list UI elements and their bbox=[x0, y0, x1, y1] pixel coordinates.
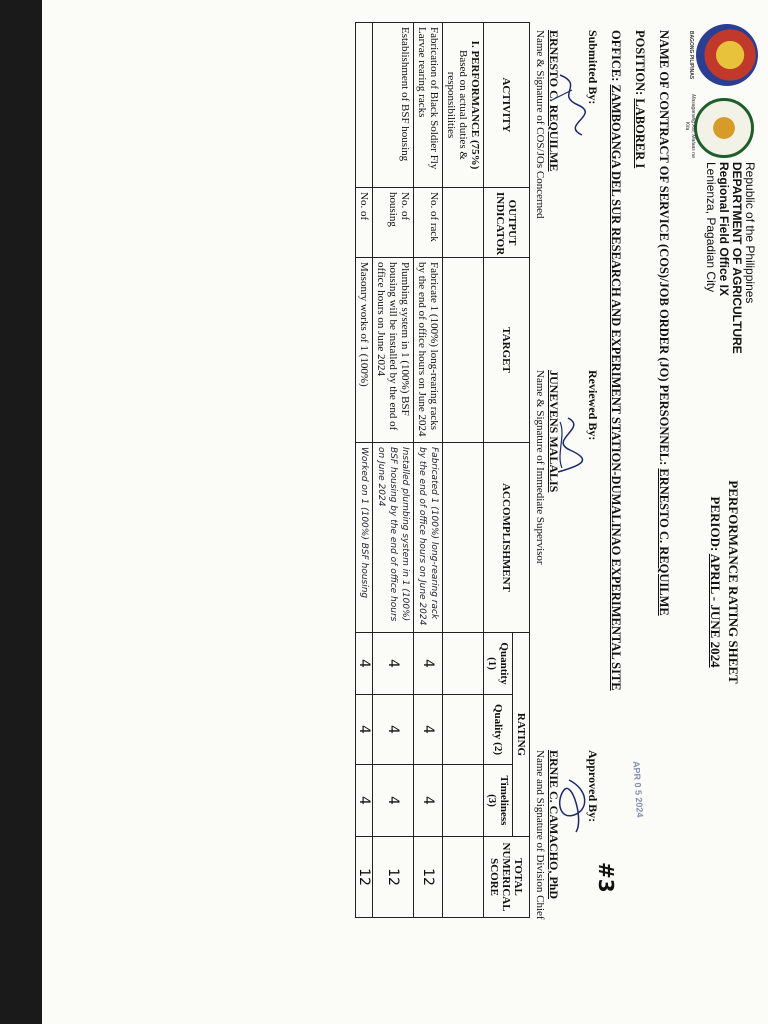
rating-header: RATING bbox=[513, 633, 530, 837]
quantity-cell: 4 bbox=[356, 633, 373, 695]
empty-cell bbox=[443, 695, 484, 765]
document-page bbox=[42, 0, 768, 1024]
output-cell: No. of housing bbox=[373, 188, 414, 258]
reviewed-caption: Name & Signature of Immediate Supervisor bbox=[534, 370, 546, 565]
logo-left-text: BAGONG PILIPINAS bbox=[688, 30, 694, 80]
table-row bbox=[356, 23, 373, 918]
approved-label: Approved By: bbox=[586, 750, 600, 823]
reviewed-label: Reviewed By: bbox=[586, 370, 600, 441]
submitted-label: Submitted By: bbox=[586, 30, 600, 105]
office-label: OFFICE: bbox=[609, 30, 623, 85]
empty-cell bbox=[443, 633, 484, 695]
submitted-signature bbox=[550, 70, 590, 140]
name-value: ERNESTO C. REQUILME bbox=[657, 468, 671, 616]
quality-cell: 4 bbox=[414, 695, 443, 765]
name-line bbox=[652, 30, 676, 691]
rating-table bbox=[355, 22, 530, 918]
output-header: OUTPUT INDICATOR bbox=[484, 188, 530, 258]
name-label: NAME OF CONTRACT OF SERVICE (COS)/JOB ORDER (JO) PERSONNEL: bbox=[657, 30, 671, 469]
accomplishment-header: ACCOMPLISHMENT bbox=[484, 443, 530, 633]
submitted-name: ERNESTO C. REQUILME bbox=[547, 30, 561, 172]
personnel-meta bbox=[604, 30, 676, 691]
handwritten-marker: #3 bbox=[594, 862, 618, 893]
empty-cell bbox=[443, 188, 484, 258]
quantity-cell: 4 bbox=[414, 633, 443, 695]
received-stamp: APR 0 5 2024 bbox=[631, 760, 646, 818]
empty-cell bbox=[443, 837, 484, 918]
total-cell: 12 bbox=[414, 837, 443, 918]
section-row bbox=[443, 23, 484, 918]
total-cell: 12 bbox=[356, 837, 373, 918]
period-value: APRIL - JUNE 2024 bbox=[708, 553, 723, 668]
reviewed-signature bbox=[548, 410, 588, 480]
activity-header: ACTIVITY bbox=[484, 23, 530, 188]
total-cell: 12 bbox=[373, 837, 414, 918]
quantity-header: Quantity (1) bbox=[484, 633, 513, 695]
bagong-pilipinas-logo bbox=[696, 24, 758, 86]
section-title: I. PERFORMANCE (75%) bbox=[469, 40, 481, 170]
department-agriculture-seal bbox=[694, 98, 754, 158]
target-header: TARGET bbox=[484, 258, 530, 443]
approved-caption: Name and Signature of Division Chief bbox=[534, 750, 546, 920]
position-value: LABORER I bbox=[633, 98, 647, 169]
timeliness-cell: 4 bbox=[356, 765, 373, 837]
sheet-title: PERFORMANCE RATING SHEET bbox=[726, 480, 741, 684]
output-cell: No. of bbox=[356, 188, 373, 258]
location-line: Lenienza, Pagadian City bbox=[704, 162, 718, 293]
target-cell: Fabricate 1 (100%) long-rearing racks by the end of office hours on June 2024 bbox=[414, 258, 443, 443]
logo-right-text: Masaganang Ani, Mataas na Kita bbox=[684, 94, 696, 158]
timeliness-cell: 4 bbox=[414, 765, 443, 837]
quality-header: Quality (2) bbox=[484, 695, 513, 765]
accomplishment-cell: Fabricated 1 (100%) long-rearing rack by the end of office hours on June 2024 bbox=[414, 443, 443, 633]
empty-cell bbox=[443, 258, 484, 443]
timeliness-header: Timeliness (3) bbox=[484, 765, 513, 837]
logo-group bbox=[678, 24, 758, 164]
target-cell: Plumbing system in 1 (100%) BSF housing will be installed by the end of office hours on June 2024 bbox=[373, 258, 414, 443]
quality-cell: 4 bbox=[356, 695, 373, 765]
accomplishment-cell: Installed plumbing system in 1 (100%) BSF housing by the end of office hours on June 2024 bbox=[373, 443, 414, 633]
table-row bbox=[414, 23, 443, 918]
total-header: TOTAL NUMERICAL SCORE bbox=[484, 837, 530, 918]
position-label: POSITION: bbox=[633, 30, 647, 99]
table-row bbox=[373, 23, 414, 918]
section-cell bbox=[443, 23, 484, 188]
empty-cell bbox=[443, 443, 484, 633]
signatory-row bbox=[534, 30, 600, 1000]
submitted-caption: Name & Signature of COS/JOs Concerned bbox=[534, 30, 546, 219]
office-line-meta bbox=[604, 30, 628, 691]
quantity-cell: 4 bbox=[373, 633, 414, 695]
activity-cell: Fabrication of Black Soldier Fly Larvae rearing racks bbox=[414, 23, 443, 188]
activity-cell: Establishment of BSF housing bbox=[373, 23, 414, 188]
period-line bbox=[706, 432, 724, 732]
quality-cell: 4 bbox=[373, 695, 414, 765]
republic-line: Republic of the Philippines bbox=[743, 162, 757, 304]
rotated-document bbox=[42, 12, 768, 1012]
approved-name: ERNIE C. CAMACHO, PhD bbox=[547, 750, 561, 900]
approved-signature bbox=[554, 770, 594, 840]
header-row-1 bbox=[513, 23, 530, 918]
empty-cell bbox=[443, 765, 484, 837]
title-block bbox=[706, 432, 742, 732]
output-cell: No. of rack bbox=[414, 188, 443, 258]
department-line: DEPARTMENT OF AGRICULTURE bbox=[730, 162, 744, 354]
office-line: Regional Field Office IX bbox=[717, 162, 731, 297]
target-cell: Masonry works of 1 (100%) bbox=[356, 258, 373, 443]
agency-header bbox=[704, 162, 756, 354]
position-line bbox=[628, 30, 652, 691]
activity-cell bbox=[356, 23, 373, 188]
period-label: PERIOD: bbox=[708, 496, 723, 554]
dark-background-strip bbox=[0, 0, 42, 1024]
reviewed-name: JUNEVENS MALALIS bbox=[547, 370, 561, 493]
section-subtitle: Based on actual duties & responsibilities bbox=[445, 50, 469, 160]
accomplishment-cell: Worked on 1 (100%) BSF housing bbox=[356, 443, 373, 633]
timeliness-cell: 4 bbox=[373, 765, 414, 837]
office-value: ZAMBOANGA DEL SUR RESEARCH AND EXPERIMENT STATION-DUMALINAO EXPERIMENTAL SITE bbox=[609, 84, 623, 691]
